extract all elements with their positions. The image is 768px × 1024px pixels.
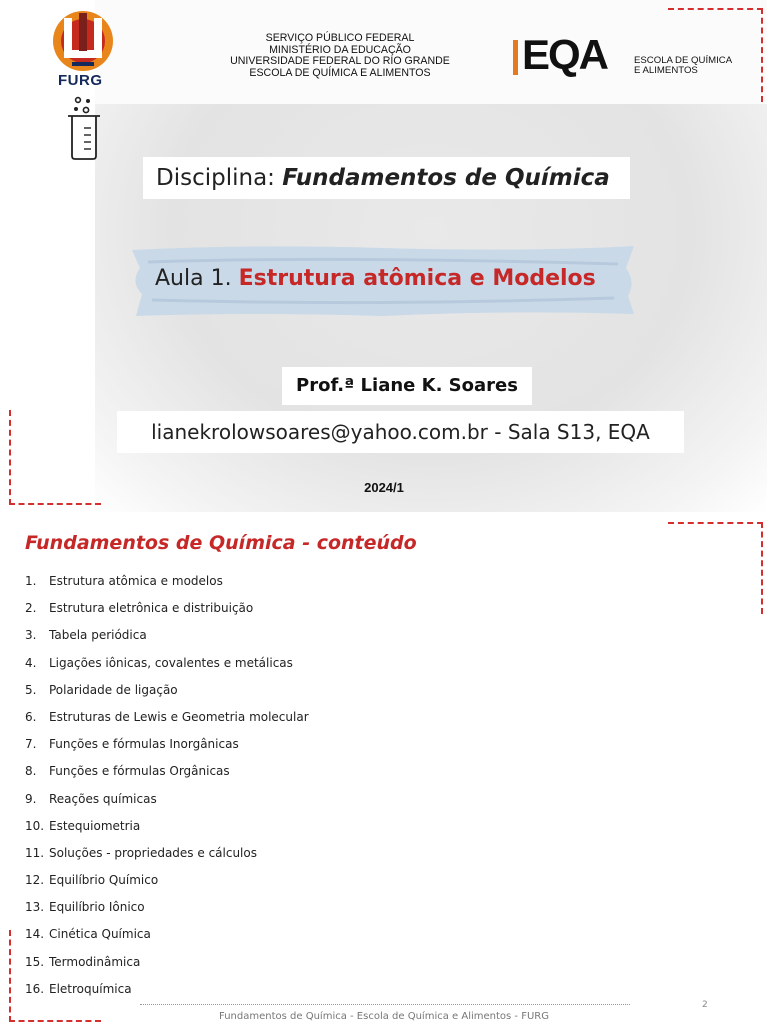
item-number: 2. bbox=[25, 601, 37, 616]
item-text: Estequiometria bbox=[49, 818, 141, 833]
contents-slide bbox=[0, 512, 768, 1024]
list-item bbox=[25, 869, 309, 896]
list-item bbox=[25, 624, 309, 651]
slide-footer: Fundamentos de Química - Escola de Química e Alimentos - FURG bbox=[219, 1011, 549, 1022]
item-number: 3. bbox=[25, 628, 37, 643]
item-text: Ligações iônicas, covalentes e metálicas bbox=[49, 655, 293, 670]
list-item bbox=[25, 815, 309, 842]
list-item bbox=[25, 679, 309, 706]
item-number: 4. bbox=[25, 655, 37, 670]
item-text: Reações químicas bbox=[49, 791, 157, 806]
list-item bbox=[25, 760, 309, 787]
discipline-title bbox=[143, 157, 630, 199]
item-text: Funções e fórmulas Orgânicas bbox=[49, 764, 230, 779]
item-number: 16. bbox=[25, 981, 45, 996]
list-item bbox=[25, 896, 309, 923]
institution-line: UNIVERSIDADE FEDERAL DO RIO GRANDE bbox=[230, 55, 450, 67]
lesson-name: Estrutura atômica e Modelos bbox=[238, 266, 596, 291]
institution-line: MINISTÉRIO DA EDUCAÇÃO bbox=[269, 43, 411, 56]
contents-title: Fundamentos de Química - conteúdo bbox=[25, 532, 417, 554]
eqa-subtitle-line: E ALIMENTOS bbox=[634, 65, 698, 76]
discipline-name: Fundamentos de Química bbox=[282, 165, 610, 191]
dashed-corner-bottom-left bbox=[9, 930, 101, 1022]
item-text: Estrutura atômica e modelos bbox=[49, 574, 223, 588]
item-number: 12. bbox=[25, 873, 45, 888]
item-text: Estruturas de Lewis e Geometria molecular bbox=[49, 709, 309, 724]
institution-line: SERVIÇO PÚBLICO FEDERAL bbox=[265, 32, 415, 44]
item-number: 5. bbox=[25, 682, 37, 697]
item-number: 10. bbox=[25, 818, 45, 833]
item-number: 8. bbox=[25, 764, 37, 779]
item-number: 1. bbox=[25, 574, 37, 588]
institution-line: ESCOLA DE QUÍMICA E ALIMENTOS bbox=[249, 66, 431, 79]
eqa-logo-acronym: EQA bbox=[522, 31, 608, 78]
list-item bbox=[25, 597, 309, 624]
item-text: Tabela periódica bbox=[49, 628, 147, 643]
list-item bbox=[25, 652, 309, 679]
item-number: 14. bbox=[25, 927, 45, 942]
item-number: 9. bbox=[25, 791, 37, 806]
item-text: Funções e fórmulas Inorgânicas bbox=[49, 737, 239, 752]
item-text: Eletroquímica bbox=[49, 981, 132, 996]
item-text: Soluções - propriedades e cálculos bbox=[49, 845, 257, 860]
list-item bbox=[25, 570, 309, 597]
eqa-logo-bar bbox=[513, 40, 518, 75]
dashed-corner-top-right bbox=[668, 522, 763, 614]
lesson-prefix: Aula 1. bbox=[155, 266, 239, 291]
beaker-icon bbox=[64, 96, 104, 160]
page-number: 2 bbox=[702, 1000, 708, 1010]
item-number: 11. bbox=[25, 845, 45, 860]
item-number: 13. bbox=[25, 900, 45, 915]
item-text: Estrutura eletrônica e distribuição bbox=[49, 601, 254, 616]
item-number: 7. bbox=[25, 737, 37, 752]
item-text: Cinética Química bbox=[49, 927, 151, 942]
dashed-corner-bottom-left bbox=[9, 410, 101, 505]
furg-logo-text: FURG bbox=[58, 72, 103, 89]
item-text: Equilíbrio Químico bbox=[49, 873, 159, 888]
item-text: Equilíbrio Iônico bbox=[49, 900, 145, 915]
discipline-label: Disciplina: bbox=[156, 165, 283, 191]
footer-divider bbox=[140, 1004, 630, 1005]
list-item bbox=[25, 842, 309, 869]
item-number: 15. bbox=[25, 954, 45, 969]
institution-header bbox=[200, 33, 480, 79]
eqa-subtitle-line: ESCOLA DE QUÍMICA bbox=[634, 55, 733, 66]
professor-name: Prof.ª Liane K. Soares bbox=[282, 367, 532, 405]
contact-line: lianekrolowsoares@yahoo.com.br - Sala S13, EQA bbox=[117, 411, 684, 453]
semester-year: 2024/1 bbox=[364, 480, 404, 495]
list-item bbox=[25, 706, 309, 733]
dashed-corner-top-right bbox=[668, 8, 763, 102]
item-text: Termodinâmica bbox=[49, 954, 141, 969]
list-item bbox=[25, 733, 309, 760]
lesson-title bbox=[155, 262, 596, 296]
list-item bbox=[25, 788, 309, 815]
item-number: 6. bbox=[25, 709, 37, 724]
item-text: Polaridade de ligação bbox=[49, 682, 178, 697]
